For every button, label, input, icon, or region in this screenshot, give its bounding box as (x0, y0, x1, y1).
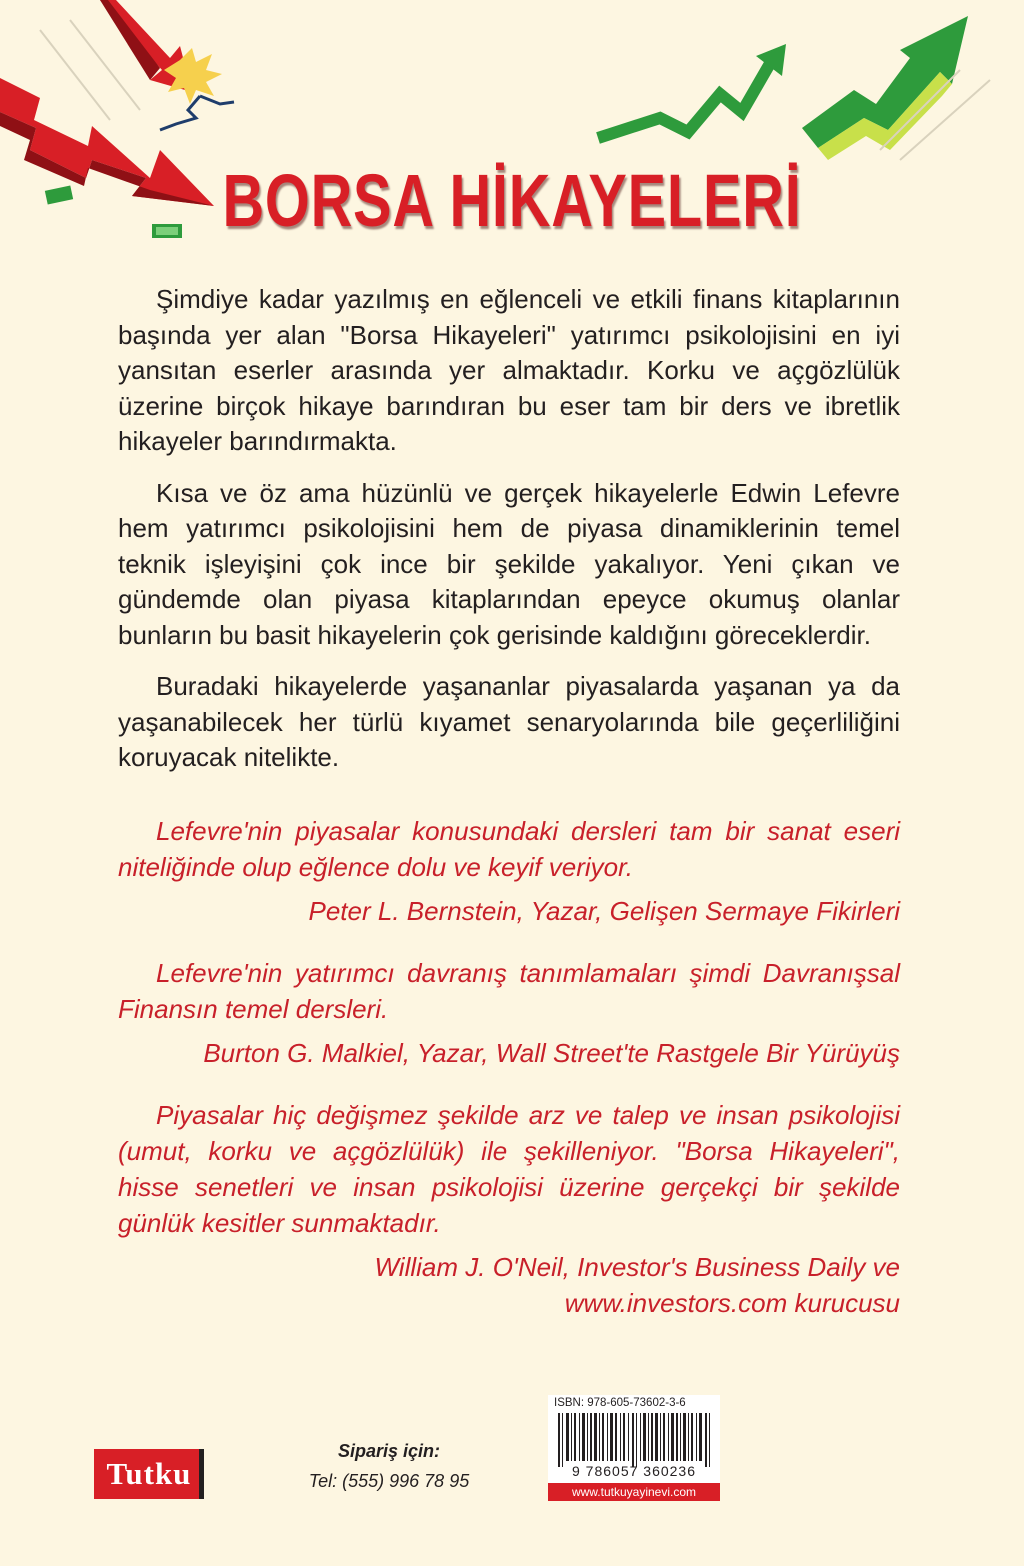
rising-green-arrow-icon (598, 44, 786, 138)
description-paragraph: Kısa ve öz ama hüzünlü ve gerçek hikayelerle Edwin Lefevre hem yatırımcı psikolojisini hem de piyasa dinamiklerinin temel teknik işleyişini çok ince bir şekilde yakalıyor. Yeni çıkan ve gündemde olan piyasa kitaplarından epeyce okumuş olanlar bunların bu basit hikayelerin çok gerisinde kaldığını göreceklerdir. (118, 477, 900, 650)
book-title: BORSA HİKAYELERİ (222, 159, 802, 242)
order-label: Sipariş için: (337, 1441, 441, 1461)
publisher-website[interactable]: www.tutkuyayinevi.com (548, 1483, 720, 1501)
isbn-barcode-block (548, 1395, 720, 1501)
isbn-label: ISBN: 978-605-73602-3-6 (554, 1397, 686, 1409)
endorsement-author: William J. O'Neil, Investor's Business Daily ve www.investors.com kurucusu (374, 1252, 900, 1318)
endorsements (118, 813, 900, 1347)
endorsement-author: Peter L. Bernstein, Yazar, Gelişen Sermaye Fikirleri (308, 896, 900, 926)
endorsement-author: Burton G. Malkiel, Yazar, Wall Street'te Rastgele Bir Yürüyüş (203, 1038, 900, 1068)
description-paragraph: Şimdiye kadar yazılmış en eğlenceli ve etkili finans kitaplarının başında yer alan "Borsa Hikayeleri" yatırımcı psikolojisini en iyi yansıtan eserler arasında yer almaktadır. Korku ve açgözlülük üzerine birçok hikaye barındıran bu eser tam bir ders ve ibretlik hikayeler barındırmakta. (118, 284, 900, 456)
endorsement-quote: Lefevre'nin piyasalar konusundaki dersleri tam bir sanat eseri niteliğinde olup eğlence dolu ve keyif veriyor. (118, 816, 900, 882)
publisher-logo-text: Tutku (106, 1456, 192, 1491)
description (118, 282, 900, 792)
isbn-digits: 9 786057 360236 (572, 1463, 696, 1479)
order-info (296, 1436, 482, 1496)
logo-bar (199, 1449, 204, 1499)
description-paragraph: Buradaki hikayelerde yaşananlar piyasalarda yaşanan ya da yaşanabilecek her türlü kıyamet senaryolarında bile geçerliliğini koruyacak nitelikte. (118, 671, 900, 772)
barcode-icon (558, 1413, 710, 1467)
endorsement-quote: Lefevre'nin yatırımcı davranış tanımlamaları şimdi Davranışsal Finansın temel dersleri. (118, 958, 900, 1024)
endorsement-quote: Piyasalar hiç değişmez şekilde arz ve talep ve insan psikolojisi (umut, korku ve açgözlülük) ile şekilleniyor. "Borsa Hikayeleri", hisse senetleri ve insan psikolojisi üzerine gerçekçi bir şekilde günlük kesitler sunmaktadır. (118, 1100, 900, 1238)
publisher-logo (94, 1449, 204, 1499)
order-phone: Tel: (555) 996 78 95 (308, 1471, 470, 1491)
